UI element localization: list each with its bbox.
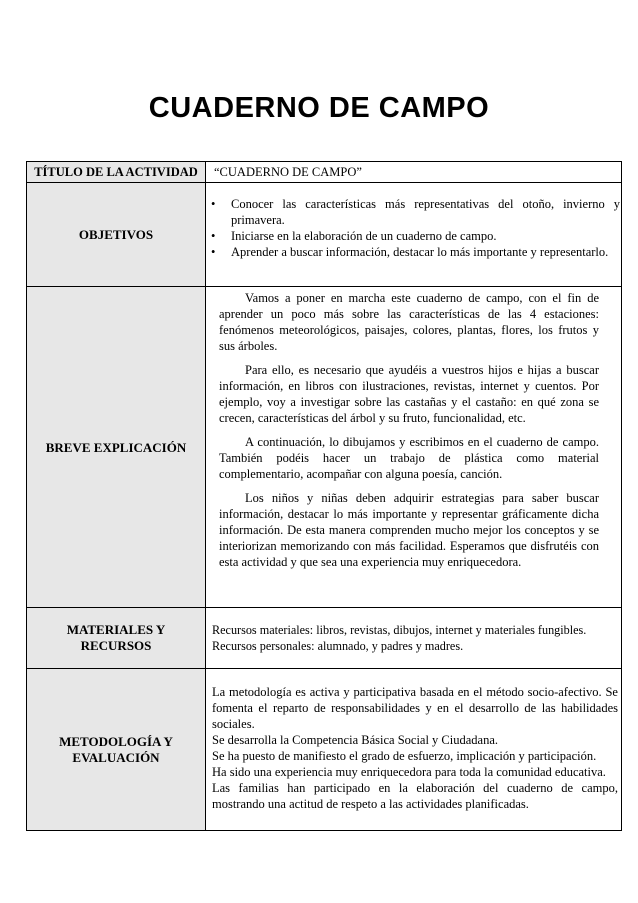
materiales-label: MATERIALES Y RECURSOS (66, 622, 166, 653)
bullet-icon: • (211, 229, 216, 243)
bullet-icon: • (211, 245, 216, 259)
row-divider (26, 286, 622, 287)
explicacion-paragraph: Vamos a poner en marcha este cuaderno de campo, con el fin de aprender un poco más sobre las características de las 4 estaciones: fenómenos meteorológicos, paisajes, colores, plantas, flores, los frutos y sus árboles. (219, 291, 599, 353)
explicacion-paragraph: A continuación, lo dibujamos y escribimos en el cuaderno de campo. También podéis hacer un trabajo de plástica como material complementario, acompañar con alguna poesía, canción. (219, 435, 599, 481)
column-divider (205, 161, 206, 831)
objetivos-label: OBJETIVOS (78, 227, 154, 242)
page-title: CUADERNO DE CAMPO (148, 92, 490, 124)
metodologia-label: METODOLOGÍA Y EVALUACIÓN (59, 734, 173, 765)
objetivos-list (208, 196, 620, 260)
row-divider (26, 668, 622, 669)
titulo-value: “CUADERNO DE CAMPO” (214, 165, 362, 179)
row-divider (26, 182, 622, 183)
explicacion-paragraph: Los niños y niñas deben adquirir estrategias para saber buscar información, destacar lo más importante y representar gráficamente dicha información. De esta manera comprenden mucho mejor los conceptos y se interiorizan memorizando con más facilidad. Esperamos que disfrutéis con esta actividad y que sea una experiencia muy enriquecedora. (219, 491, 599, 569)
objetivo-item: • Aprender a buscar información, destacar lo más importante y representarlo. (211, 245, 609, 259)
materiales-text: Recursos materiales: libros, revistas, dibujos, internet y materiales fungibles. Recursos personales: alumnado, y padres y madres. (212, 623, 587, 653)
explicacion-text (219, 290, 599, 578)
bullet-icon: • (211, 197, 216, 211)
objetivo-item: • Iniciarse en la elaboración de un cuaderno de campo. (211, 229, 497, 243)
titulo-label: TÍTULO DE LA ACTIVIDAD (34, 165, 198, 179)
metodologia-text: La metodología es activa y participativa basada en el método socio-afectivo. Se fomenta el reparto de responsabilidades y en el desarrollo de las habilidades sociales. Se desarrolla la Competencia Básica Social y Ciudadana. Se ha puesto de manifiesto el grado de esfuerzo, implicación y participación. Ha sido una experiencia muy enriquecedora para toda la comunidad educativa. Las familias han participado en la elaboración del cuaderno de campo, mostrando una actitud de respeto a las actividades planificadas. (212, 685, 618, 811)
explicacion-paragraph: Para ello, es necesario que ayudéis a vuestros hijos e hijas a buscar información, en libros con ilustraciones, revistas, internet y cuentos. Por ejemplo, voy a investigar sobre las castañas y el castaño: en qué zona se crecen, características del árbol y su fruto, funcionalidad, etc. (219, 363, 599, 425)
explicacion-label: BREVE EXPLICACIÓN (45, 440, 187, 455)
objetivo-item: • Conocer las características más representativas del otoño, invierno y primavera. (211, 197, 620, 227)
row-divider (26, 607, 622, 608)
